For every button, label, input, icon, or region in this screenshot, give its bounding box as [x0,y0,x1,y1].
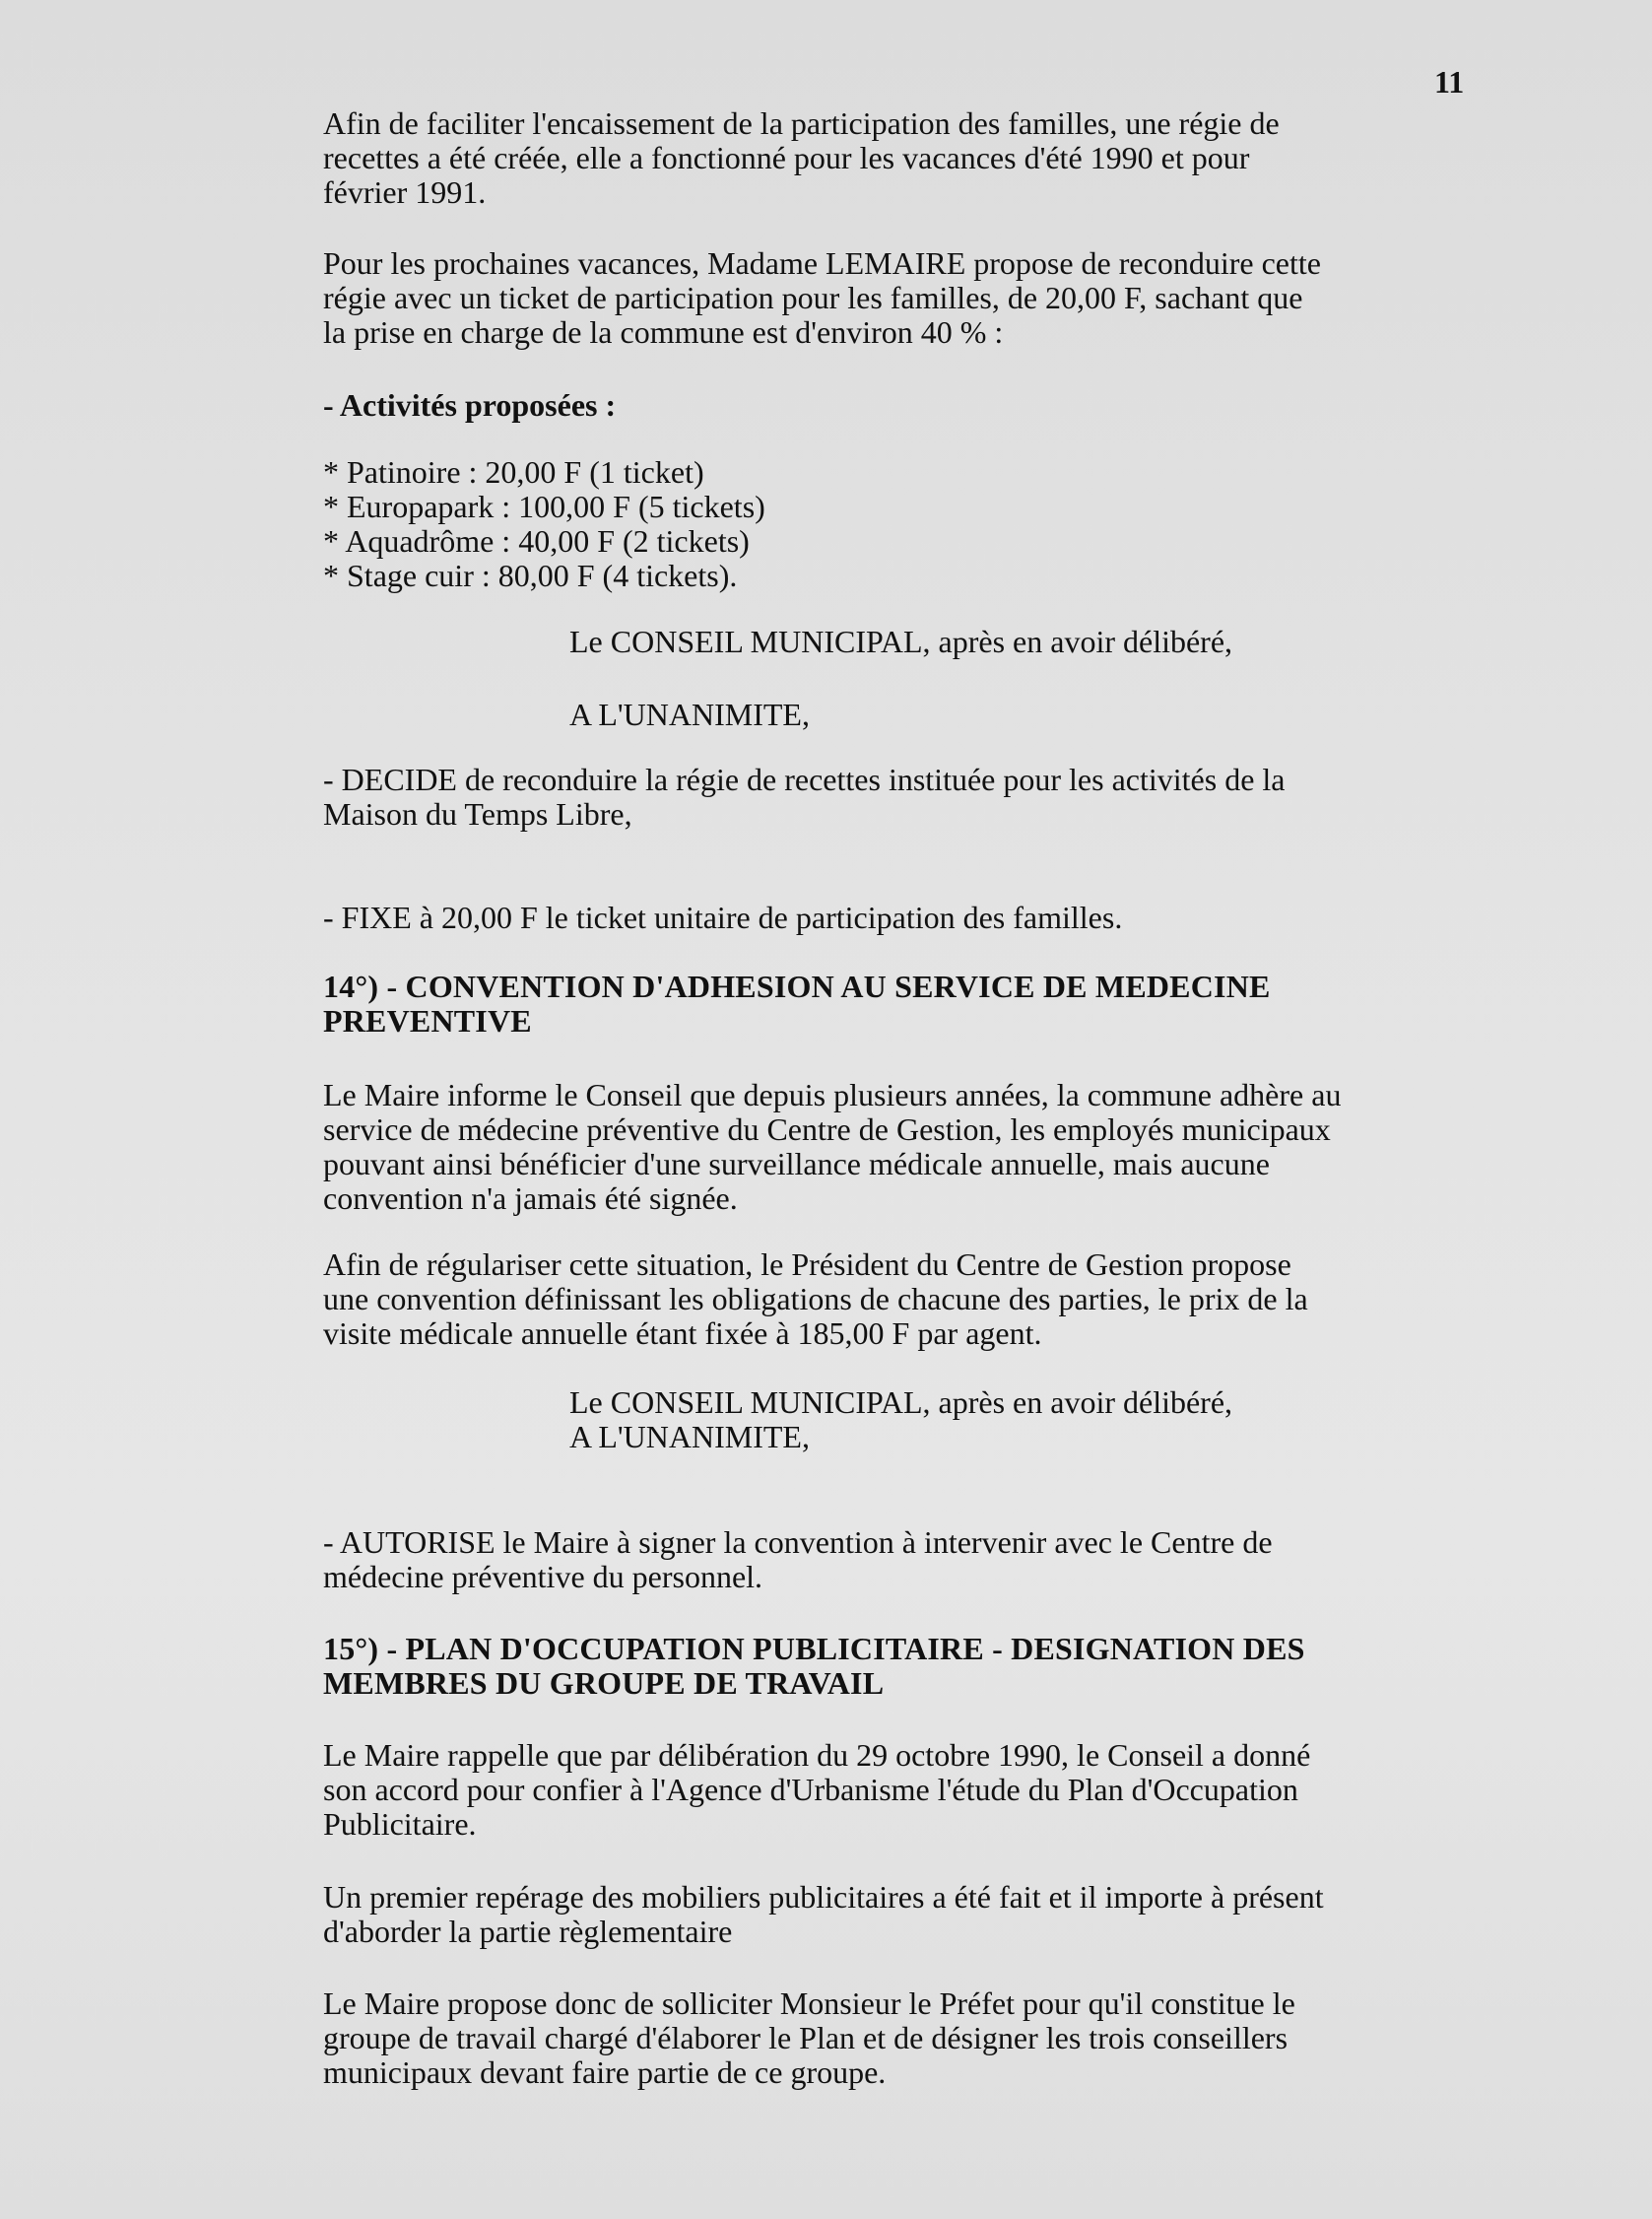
paragraph-deliberation-recall [323,1738,1466,1842]
unanimity-1: A L'UNANIMITE, [569,697,810,732]
text-line: médecine préventive du personnel. [323,1559,763,1594]
paragraph-medecine-info [323,1078,1466,1216]
text-line: Afin de régulariser cette situation, le Président du Centre de Gestion propose [323,1246,1291,1282]
decision-decide [323,763,1466,832]
list-item: * Stage cuir : 80,00 F (4 tickets). [323,558,738,593]
text-line: Le CONSEIL MUNICIPAL, après en avoir délibéré, [569,1384,1233,1420]
list-item: * Aquadrôme : 40,00 F (2 tickets) [323,523,750,559]
text-line: - DECIDE de reconduire la régie de recettes instituée pour les activités de la [323,762,1286,797]
text-line: régie avec un ticket de participation pour les familles, de 20,00 F, sachant que [323,280,1303,315]
text-line: Publicitaire. [323,1806,477,1842]
text-line: la prise en charge de la commune est d'environ 40 % : [323,314,1004,350]
council-deliberation-1: Le CONSEIL MUNICIPAL, après en avoir délibéré, [569,624,1233,659]
activities-list [323,455,1466,593]
decision-fixe: - FIXE à 20,00 F le ticket unitaire de participation des familles. [323,900,1123,935]
heading-line: MEMBRES DU GROUPE DE TRAVAIL [323,1665,885,1701]
text-line: février 1991. [323,174,487,210]
section-heading-15 [323,1632,1466,1701]
page-number: 11 [1434,64,1465,100]
list-item: * Patinoire : 20,00 F (1 ticket) [323,454,704,490]
text-line: Le Maire informe le Conseil que depuis plusieurs années, la commune adhère au [323,1077,1342,1112]
list-item: * Europapark : 100,00 F (5 tickets) [323,489,765,524]
text-line: Le Maire rappelle que par délibération du 29 octobre 1990, le Conseil a donné [323,1737,1311,1773]
text-line: service de médecine préventive du Centre de Gestion, les employés municipaux [323,1111,1331,1147]
activities-heading: - Activités proposées : [323,387,617,423]
text-line: pouvant ainsi bénéficier d'une surveillance médicale annuelle, mais aucune [323,1146,1270,1181]
text-line: une convention définissant les obligations de chacune des parties, le prix de la [323,1281,1308,1316]
text-line: Pour les prochaines vacances, Madame LEMAIRE propose de reconduire cette [323,245,1321,281]
text-line: visite médicale annuelle étant fixée à 185,00 F par agent. [323,1315,1042,1351]
section-heading-14 [323,970,1466,1039]
heading-line: 14°) - CONVENTION D'ADHESION AU SERVICE DE MEDECINE [323,969,1271,1004]
text-line: - AUTORISE le Maire à signer la convention à intervenir avec le Centre de [323,1524,1273,1560]
paragraph-convention-proposal [323,1247,1466,1351]
text-line: Maison du Temps Libre, [323,796,632,832]
text-line: convention n'a jamais été signée. [323,1180,738,1216]
paragraph-lemaire-proposal [323,246,1466,350]
heading-line: 15°) - PLAN D'OCCUPATION PUBLICITAIRE - DESIGNATION DES [323,1631,1305,1666]
text-line: d'aborder la partie règlementaire [323,1914,733,1949]
decision-autorise [323,1525,1466,1594]
text-line: son accord pour confier à l'Agence d'Urbanisme l'étude du Plan d'Occupation [323,1772,1298,1807]
text-line: A L'UNANIMITE, [569,1419,810,1454]
text-line: recettes a été créée, elle a fonctionné pour les vacances d'été 1990 et pour [323,140,1250,175]
paragraph-reperage [323,1880,1466,1949]
paragraph-prefet-request [323,1986,1466,2090]
council-deliberation-2 [569,1385,1652,1454]
text-line: Afin de faciliter l'encaissement de la participation des familles, une régie de [323,105,1280,141]
text-line: municipaux devant faire partie de ce groupe. [323,2054,887,2090]
heading-line: PREVENTIVE [323,1003,532,1039]
text-line: Un premier repérage des mobiliers publicitaires a été fait et il importe à présent [323,1879,1324,1915]
text-line: groupe de travail chargé d'élaborer le Plan et de désigner les trois conseillers [323,2020,1289,2055]
paragraph-regie-intro [323,106,1466,210]
text-line: Le Maire propose donc de solliciter Monsieur le Préfet pour qu'il constitue le [323,1985,1295,2021]
